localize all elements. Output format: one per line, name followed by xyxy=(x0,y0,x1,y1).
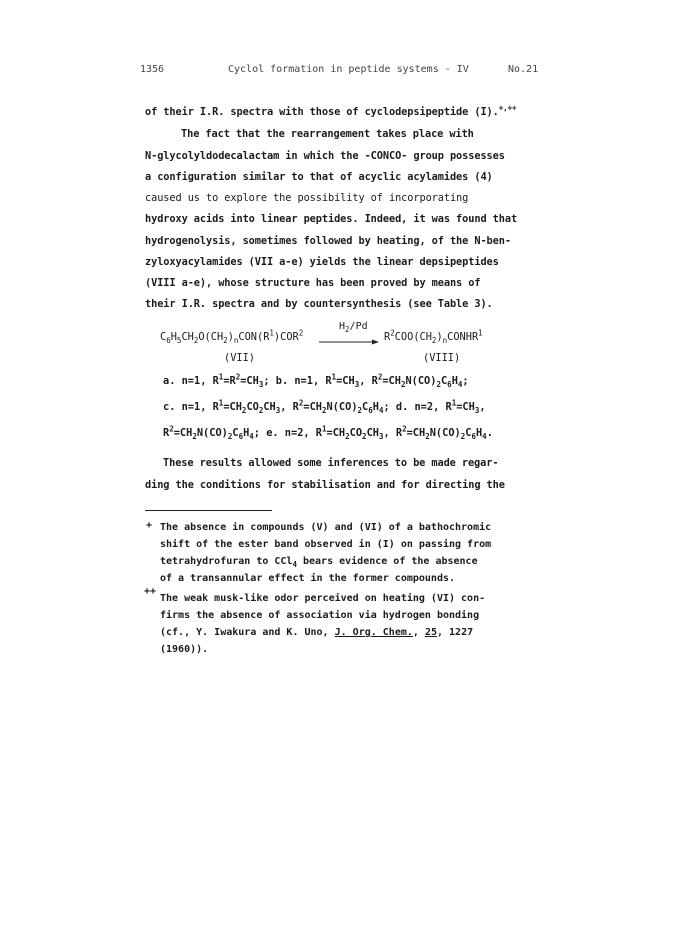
footnote-line: tetrahydrofuran to CCl$_4$ bears evidence of the absence xyxy=(160,556,478,569)
footnote-line: The absence in compounds (V) and (VI) of a bathochromic xyxy=(160,522,492,533)
body-line: zyloxyacylamides (VII a-e) yields the linear depsipeptides xyxy=(145,256,499,268)
footnote-line: (cf., Y. Iwakura and K. Uno, J. Org. Chem., 25, 1227 xyxy=(160,627,474,638)
footnote-marker: + xyxy=(146,520,153,531)
body-line: ding the conditions for stabilisation and for directing the xyxy=(145,479,505,491)
footnote-line: (1960)). xyxy=(160,644,209,655)
reactant-label: (VII) xyxy=(224,352,255,364)
running-title: Cyclol formation in peptide systems - IV xyxy=(228,64,469,75)
variant-line: $R^2=CH_2N(CO)_2C_6H_4$; e. n=2, $R^1=CH_2CO_2CH_3$, $R^2=CH_2N(CO)_2C_6H_4$. xyxy=(163,424,493,442)
body-line: a configuration similar to that of acyclic acylamides (4) xyxy=(145,171,493,183)
reaction-arrow xyxy=(319,323,379,349)
footnote-rule xyxy=(145,510,272,511)
issue-number: No.21 xyxy=(508,64,539,75)
body-line: their I.R. spectra and by countersynthesis (see Table 3). xyxy=(145,298,493,310)
body-line: hydrogenolysis, sometimes followed by heating, of the N-ben- xyxy=(145,235,511,247)
arrow-icon xyxy=(319,323,379,349)
page-number: 1356 xyxy=(140,64,165,75)
product-label: (VIII) xyxy=(423,352,461,364)
body-line: (VIII a-e), whose structure has been proved by means of xyxy=(145,277,481,289)
footnote-marker: ++ xyxy=(144,586,157,597)
body-line: caused us to explore the possibility of incorporating xyxy=(145,192,469,204)
reaction-product: $R^2COO(CH_2)_nCONHR^1$ xyxy=(384,328,483,346)
reaction-reactant: $C_6H_5CH_2O(CH_2)_nCON(R^1)COR^2$ xyxy=(160,328,304,346)
body-line: of their I.R. spectra with those of cyclodepsipeptide (I).+,++ xyxy=(145,103,517,118)
body-line: N-glycolyldodecalactam in which the -CONCO- group possesses xyxy=(145,150,505,162)
variant-line: a. n=1, $R^1=R^2=CH_3$; b. n=1, $R^1=CH_3$, $R^2=CH_2N(CO)_2C_6H_4$; xyxy=(163,372,469,390)
footnote-line: firms the absence of association via hydrogen bonding xyxy=(160,610,480,621)
body-line: The fact that the rearrangement takes place with xyxy=(181,128,474,140)
reagent-label: $H_2/Pd$ xyxy=(339,321,368,334)
body-line: These results allowed some inferences to be made regar- xyxy=(163,457,499,469)
footnote-line: of a transannular effect in the former compounds. xyxy=(160,573,456,584)
footnote-line: The weak musk-like odor perceived on heating (VI) con- xyxy=(160,593,486,604)
variant-line: c. n=1, $R^1=CH_2CO_2CH_3$, $R^2=CH_2N(CO)_2C_6H_4$; d. n=2, $R^1=CH_3$, xyxy=(163,398,486,416)
footnote-line: shift of the ester band observed in (I) on passing from xyxy=(160,539,492,550)
body-line: hydroxy acids into linear peptides. Indeed, it was found that xyxy=(145,213,518,225)
